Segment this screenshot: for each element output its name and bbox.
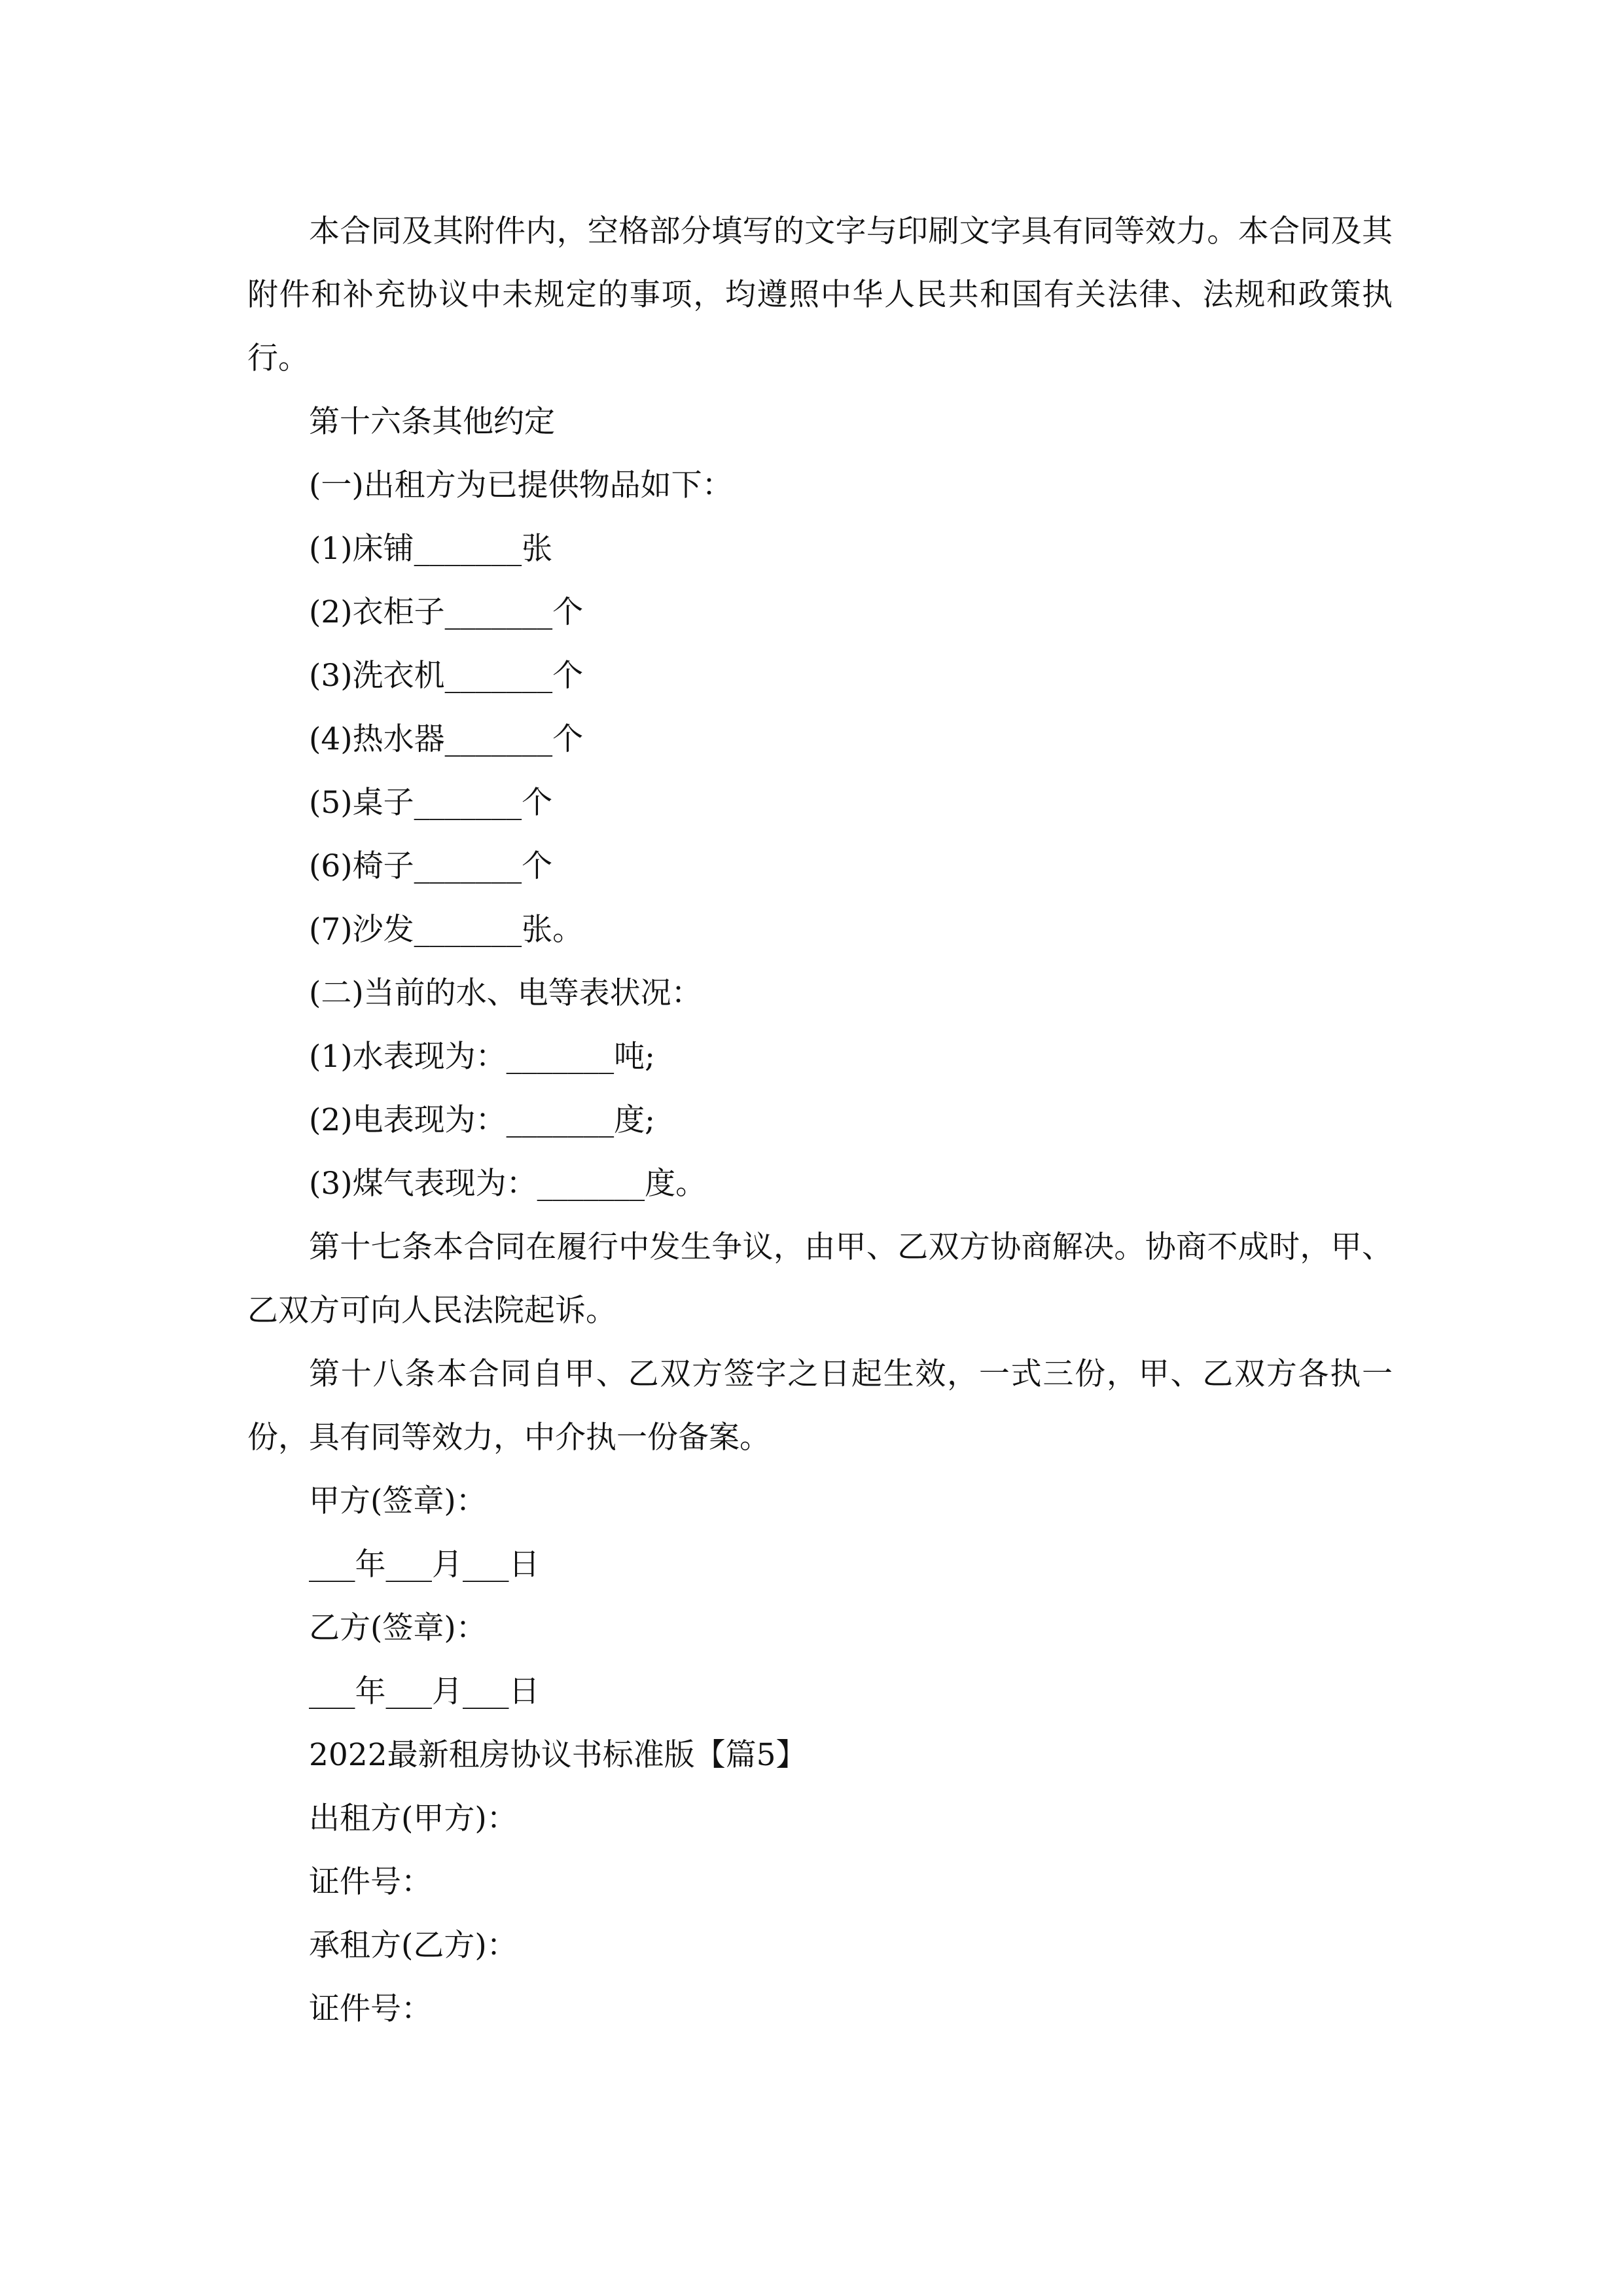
next-agreement-title: 2022最新租房协议书标准版【篇5】 — [309, 1737, 807, 1773]
party-b-signature-label: 乙方(签章)： — [309, 1610, 487, 1646]
paragraph-effect-clause: 本合同及其附件内，空格部分填写的文字与印刷文字具有同等效力。本合同及其附件和补充协议中未规定的事项，均遵照中华人民共和国有关法律、法规和政策执行。 — [247, 213, 1393, 376]
party-a-date: ___年___月___日 — [309, 1547, 540, 1583]
lessor-id-label: 证件号： — [309, 1864, 432, 1900]
lessor-label: 出租方(甲方)： — [309, 1801, 518, 1837]
list-item-sofa: (7)沙发_______张。 — [309, 912, 584, 948]
document-body — [247, 200, 1393, 2041]
party-a-signature-label: 甲方(签章)： — [309, 1483, 487, 1519]
lessee-label: 承租方(乙方)： — [309, 1928, 518, 1964]
list-item-water-heater: (4)热水器_______个 — [309, 721, 584, 757]
article17-paragraph: 第十七条本合同在履行中发生争议，由甲、乙双方协商解决。协商不成时，甲、乙双方可向人民法院起诉。 — [247, 1229, 1393, 1329]
article18-paragraph: 第十八条本合同自甲、乙双方签字之日起生效，一式三份，甲、乙双方各执一份，具有同等效力，中介执一份备案。 — [247, 1356, 1393, 1456]
list-item-washer: (3)洗衣机_______个 — [309, 658, 584, 694]
meter-water: (1)水表现为：_______吨; — [309, 1039, 655, 1075]
section1-title: (一)出租方为已提供物品如下： — [309, 467, 733, 503]
meter-gas: (3)煤气表现为：_______度。 — [309, 1166, 707, 1202]
meter-electric: (2)电表现为：_______度; — [309, 1102, 655, 1138]
list-item-bed: (1)床铺_______张 — [309, 531, 553, 567]
list-item-table: (5)桌子_______个 — [309, 785, 553, 821]
lessee-id-label: 证件号： — [309, 1991, 432, 2027]
section2-title: (二)当前的水、电等表状况： — [309, 975, 702, 1011]
list-item-chair: (6)椅子_______个 — [309, 848, 553, 884]
list-item-wardrobe: (2)衣柜子_______个 — [309, 594, 584, 630]
party-b-date: ___年___月___日 — [309, 1674, 540, 1710]
article16-title: 第十六条其他约定 — [309, 404, 555, 440]
